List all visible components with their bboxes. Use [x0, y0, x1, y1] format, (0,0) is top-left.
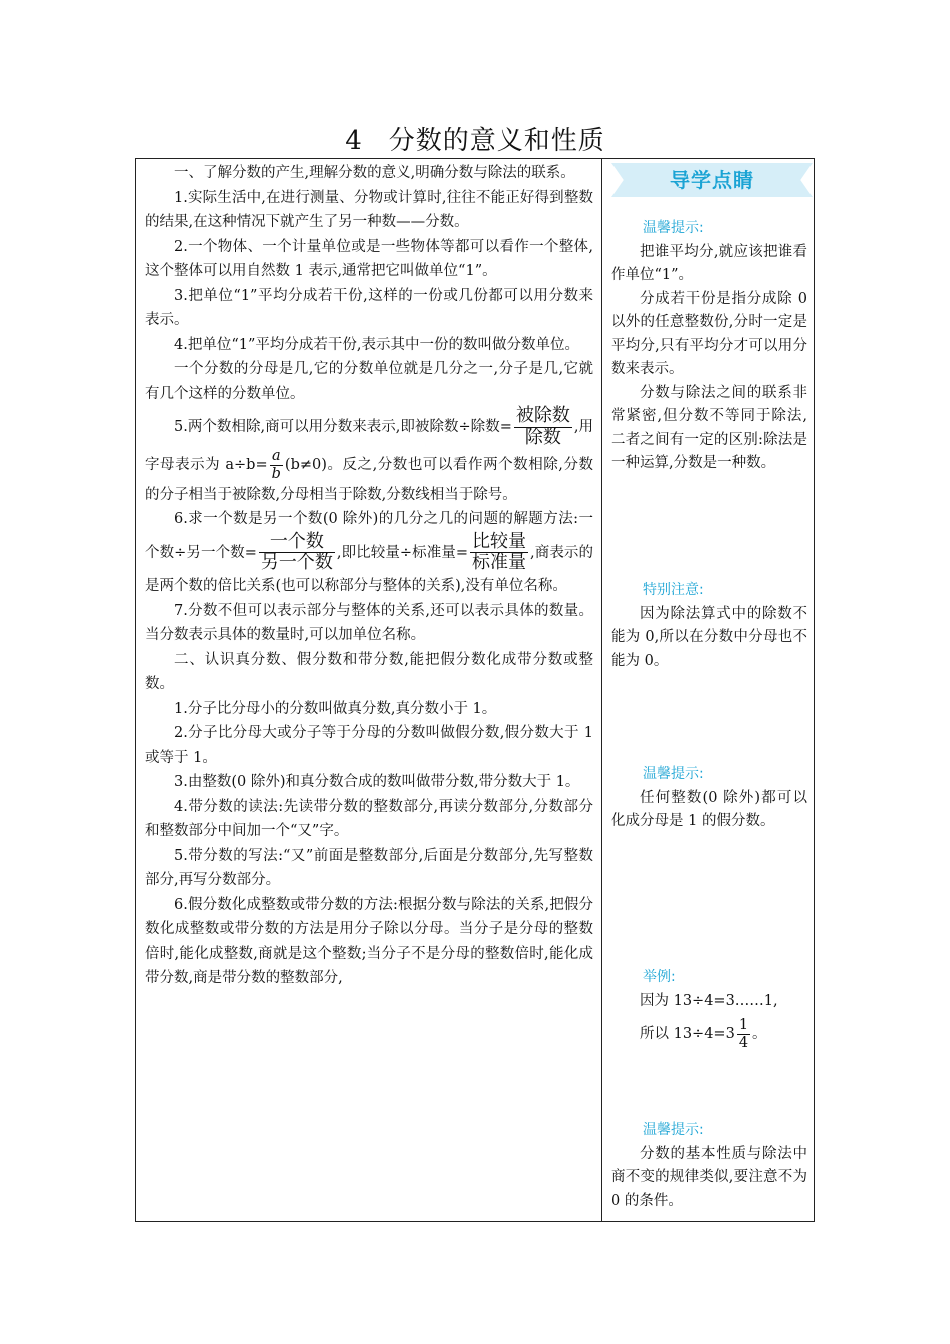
tip-block-5	[611, 1119, 807, 1213]
tip-text: 分数与除法之间的联系非常紧密,但分数不等同于除法,二者之间有一定的区别:除法是一种运算,分数是一种数。	[611, 384, 807, 471]
paragraph-proper-fraction: 1.分子比分母小的分数叫做真分数,真分数小于 1。	[174, 700, 497, 717]
tip-text: 把谁平均分,就应该把谁看作单位“1”。	[611, 243, 807, 283]
fraction-dividend-divisor: $\frac{\text{被除数}}{\text{除数}}$	[515, 405, 570, 448]
paragraph-fraction-unit: 4.把单位“1”平均分成若干份,表示其中一份的数叫做分数单位。	[174, 336, 579, 353]
tip-heading: 特别注意:	[643, 582, 704, 598]
paragraph-meaning: 3.把单位“1”平均分成若干份,这样的一份或几份都可以用分数来表示。	[145, 287, 593, 328]
tip-heading: 举例:	[643, 969, 676, 985]
fraction-one-quarter: $\frac{1}{4}$	[738, 1017, 749, 1051]
section-number: 4	[345, 126, 363, 156]
paragraph-unit-one: 2.一个物体、一个计量单位或是一些物体等都可以看作一个整体,这个整体可以用自然数 1 表示,通常把它叫做单位“1”。	[145, 238, 593, 279]
tip-block-1	[611, 217, 807, 476]
paragraph-division-relation: 5.两个数相除,商可以用分数来表示,即被除数÷除数= $\frac{\text{被除数}}{\text{除数}}$ ,用字母表示为 a÷b= $\frac{a}{b}$ (b≠0)。反之,分数也可以看作两个数相除,分数的分子相当于被除数,分母相当于除数,分数线相当于除号。	[145, 405, 594, 503]
fraction-compare-over-standard: $\frac{\text{比较量}}{\text{标准量}}$	[472, 530, 527, 574]
paragraph-quantity: 7.分数不但可以表示部分与整体的关系,还可以表示具体的数量。当分数表示具体的数量时,可以加单位名称。	[145, 602, 593, 644]
fraction-number-over-other: $\frac{\text{一个数}}{\text{另一个数}}$	[260, 530, 333, 574]
guide-banner	[611, 163, 813, 197]
paragraph-mixed-number: 3.由整数(0 除外)和真分数合成的数叫做带分数,带分数大于 1。	[174, 774, 580, 791]
tip-heading: 温馨提示:	[643, 220, 704, 236]
paragraph-ratio-method: 6.求一个数是另一个数(0 除外)的几分之几的问题的解题方法:一个数÷另一个数= $\frac{\text{一个数}}{\text{另一个数}}$ ,即比较量÷标准量= $\frac{\text{比较量}}{\text{标准量}}$ ,商表示的是两个数的倍比关系(也可以称部分与整体的关系),没有单位名称。	[145, 511, 593, 595]
tip-block-3	[611, 763, 807, 834]
paragraph-improper-fraction: 2.分子比分母大或分子等于分母的分数叫做假分数,假分数大于 1 或等于 1。	[145, 725, 593, 766]
tip-heading: 温馨提示:	[643, 766, 704, 782]
content-table	[135, 158, 815, 1222]
example-line-1: 因为 13÷4=3……1,	[640, 992, 778, 1009]
example-line-2: 所以 13÷4=3 $\frac{1}{4}$ 。	[640, 1017, 767, 1051]
tip-heading: 温馨提示:	[643, 1122, 704, 1138]
fraction-a-over-b: $\frac{a}{b}$	[271, 448, 281, 483]
paragraph-fraction-unit-detail: 一个分数的分母是几,它的分数单位就是几分之一,分子是几,它就有几个这样的分数单位。	[145, 361, 593, 402]
tip-text: 分数的基本性质与除法中商不变的规律类似,要注意不为 0 的条件。	[611, 1145, 807, 1209]
tip-text: 分成若干份是指分成除 0 以外的任意整数份,分时一定是平均分,只有平均分才可以用分数来表示。	[611, 290, 807, 377]
paragraph-mixed-reading: 4.带分数的读法:先读带分数的整数部分,再读分数部分,分数部分和整数部分中间加一个“又”字。	[145, 798, 593, 840]
column-divider	[601, 159, 602, 1221]
paragraph-goal-1: 一、了解分数的产生,理解分数的意义,明确分数与除法的联系。	[174, 165, 575, 181]
tip-text: 任何整数(0 除外)都可以化成分母是 1 的假分数。	[611, 789, 807, 829]
paragraph-origin: 1.实际生活中,在进行测量、分物或计算时,往往不能正好得到整数的结果,在这种情况下就产生了另一种数——分数。	[145, 189, 593, 230]
paragraph-goal-2: 二、认识真分数、假分数和带分数,能把假分数化成带分数或整数。	[145, 651, 593, 693]
page-title	[0, 120, 950, 157]
paragraph-conversion: 6.假分数化成整数或带分数的方法:根据分数与除法的关系,把假分数化成整数或带分数的方法是用分子除以分母。当分子是分母的整数倍时,能化成整数,商就是这个整数;当分子不是分母的整数倍时,能化成带分数,商是带分数的整数部分,	[145, 896, 593, 987]
paragraph-mixed-writing: 5.带分数的写法:“又”前面是整数部分,后面是分数部分,先写整数部分,再写分数部分。	[145, 847, 593, 889]
banner-title: 导学点睛	[670, 168, 754, 192]
section-title: 分数的意义和性质	[388, 126, 605, 156]
tip-block-example	[611, 966, 807, 1051]
main-column	[145, 161, 593, 991]
tip-text: 因为除法算式中的除数不能为 0,所以在分数中分母也不能为 0。	[611, 605, 807, 669]
tip-block-2	[611, 579, 807, 673]
